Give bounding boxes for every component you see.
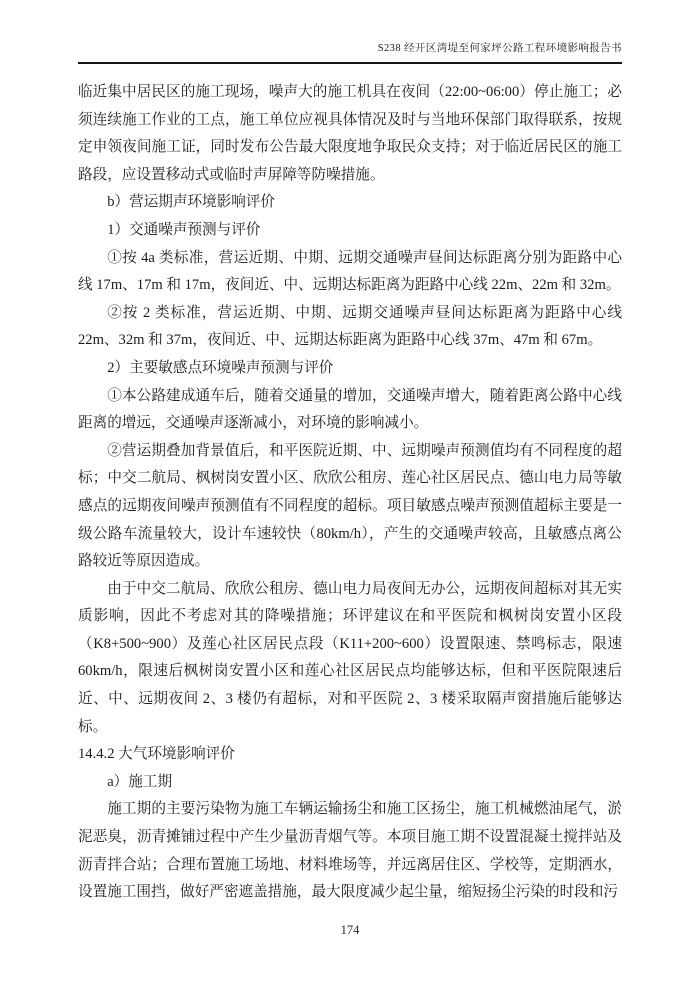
paragraph-continuation: 临近集中居民区的施工现场，噪声大的施工机具在夜间（22:00~06:00）停止施工；必须连续施工作业的工点，施工单位应视具体情况及时与当地环保部门取得联系，按规定申领夜间施工证，同时发布公告最大限度地争取民众支持；对于临近居民区的施工路段，应设置移动式或临时声屏障等防噪措施。 [78, 84, 622, 183]
list-item-a-heading: a）施工期 [107, 773, 173, 790]
list-item-1-heading: 1）交通噪声预测与评价 [107, 221, 261, 238]
paragraph-circled-2-traffic-noise: ②按 2 类标准，营运近期、中期、远期交通噪声昼间达标距离为距路中心线 22m、32m 和 37m，夜间近、中、远期达标距离为距路中心线 37m、47m 和 67m。 [78, 304, 622, 349]
running-header-title: S238 经开区湾堤至何家坪公路工程环境影响报告书 [377, 43, 622, 54]
section-heading-14-4-2: 14.4.2 大气环境影响评价 [78, 746, 235, 763]
header-rule [78, 62, 622, 64]
list-item-b-heading: b）营运期声环境影响评价 [107, 194, 276, 211]
page-number: 174 [340, 923, 360, 937]
document-body [78, 79, 622, 907]
paragraph-circled-1-sensitive-points: ①本公路建成通车后，随着交通量的增加，交通噪声增大，随着距离公路中心线距离的增远，交通噪声逐渐减小，对环境的影响减小。 [78, 387, 622, 432]
list-item-2-heading: 2）主要敏感点环境噪声预测与评价 [107, 359, 334, 376]
paragraph-circled-1-traffic-noise: ①按 4a 类标准，营运近期、中期、远期交通噪声昼间达标距离分别为距路中心线 17m、17m 和 17m，夜间近、中、远期达标距离为距路中心线 22m、22m 和 32m。 [78, 249, 622, 294]
paragraph-circled-2-sensitive-points: ②营运期叠加背景值后，和平医院近期、中、远期噪声预测值均有不同程度的超标；中交二航局、枫树岗安置小区、欣欣公租房、莲心社区居民点、德山电力局等敏感点的远期夜间噪声预测值有不同程度的超标。项目敏感点噪声预测值超标主要是一级公路车流量较大，设计车速较快（80km/h），产生的交通噪声较高，且敏感点离公路较近等原因造成。 [78, 442, 622, 570]
paragraph-mitigation-measures: 由于中交二航局、欣欣公租房、德山电力局夜间无办公，远期夜间超标对其无实质影响，因此不考虑对其的降噪措施；环评建议在和平医院和枫树岗安置小区段（K8+500~900）及莲心社区居民点段（K11+200~600）设置限速、禁鸣标志，限速 60km/h，限速后枫树岗安置小区和莲心社区居民点均能够达标，但和平医院限速后近、中、远期夜间 2、3 楼仍有超标，对和平医院 2、3 楼采取隔声窗措施后能够达标。 [78, 580, 622, 735]
paragraph-construction-period: 施工期的主要污染物为施工车辆运输扬尘和施工区扬尘，施工机械燃油尾气，淤泥恶臭，沥青摊铺过程中产生少量沥青烟气等。本项目施工期不设置混凝土搅拌站及沥青拌合站；合理布置施工场地、材料堆场等，并远离居住区、学校等，定期洒水，设置施工围挡，做好严密遮盖措施，最大限度减少起尘量，缩短扬尘污染的时段和污 [78, 801, 622, 901]
